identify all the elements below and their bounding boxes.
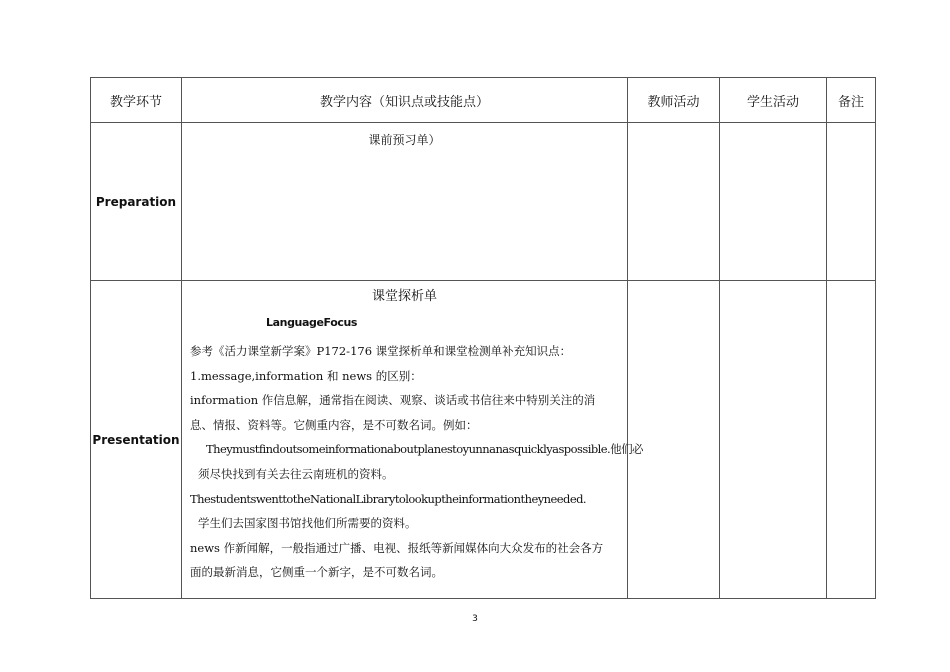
analysis-sheet-title: 课堂探析单 bbox=[371, 289, 437, 304]
header-student-activity: 学生活动 bbox=[720, 78, 827, 123]
header-teacher-activity: 教师活动 bbox=[628, 78, 720, 123]
lesson-plan-table bbox=[90, 77, 876, 599]
content-line: 须尽快找到有关去往云南班机的资料。 bbox=[198, 466, 394, 481]
teacher-activity-preparation bbox=[628, 123, 720, 281]
stage-preparation: Preparation bbox=[91, 123, 182, 281]
content-line: news 作新闻解，一般指通过广播、电视、报纸等新闻媒体向大众发布的社会各方 bbox=[190, 540, 604, 555]
language-focus-heading: LanguageFocus bbox=[266, 316, 358, 329]
header-stage: 教学环节 bbox=[91, 78, 182, 123]
remarks-presentation bbox=[827, 281, 876, 599]
example-sentence: ThestudentswenttotheNationalLibrarytolookuptheinformationtheyneeded. bbox=[190, 491, 586, 506]
header-remarks: 备注 bbox=[827, 78, 876, 123]
content-line: information 作信息解，通常指在阅读、观察、谈话或书信往来中特别关注的消 bbox=[190, 393, 596, 408]
content-line: 息、情报、资料等。它侧重内容，是不可数名词。例如： bbox=[190, 417, 478, 432]
table-row-preparation bbox=[91, 123, 876, 281]
student-activity-preparation bbox=[720, 123, 827, 281]
header-row bbox=[91, 78, 876, 123]
content-line: 学生们去国家图书馆找他们所需要的资料。 bbox=[198, 516, 417, 531]
table-row-presentation bbox=[91, 281, 876, 599]
page-number: 3 bbox=[472, 614, 478, 624]
content-line: 参考《活力课堂新学案》P172-176 课堂探析单和课堂检测单补充知识点： bbox=[190, 344, 572, 358]
remarks-preparation bbox=[827, 123, 876, 281]
content-preparation bbox=[182, 123, 628, 281]
header-content: 教学内容（知识点或技能点） bbox=[182, 78, 628, 123]
teacher-activity-presentation bbox=[628, 281, 720, 599]
stage-presentation: Presentation bbox=[91, 281, 182, 599]
content-line: 面的最新消息，它侧重一个新字，是不可数名词。 bbox=[190, 565, 443, 580]
preview-sheet-title: 课前预习单） bbox=[368, 133, 441, 147]
example-sentence: Theymustfindoutsomeinformationaboutplanestoyunnanasquicklyaspossible.他们必 bbox=[206, 442, 643, 457]
content-line: 1.message,information 和 news 的区别： bbox=[190, 368, 422, 383]
student-activity-presentation bbox=[720, 281, 827, 599]
content-presentation bbox=[182, 281, 643, 599]
